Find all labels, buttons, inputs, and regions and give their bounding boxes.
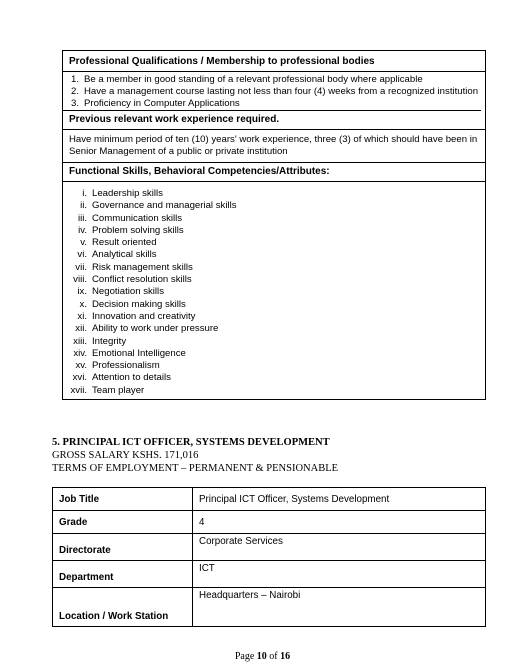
table-row — [53, 561, 486, 588]
qualifications-list — [63, 72, 485, 111]
skill-item — [63, 323, 485, 335]
skill-number: iv. — [78, 224, 87, 236]
skill-number: vi. — [77, 249, 87, 261]
list-text: Proficiency in Computer Applications — [84, 98, 240, 109]
page-total: 16 — [280, 651, 291, 662]
list-number: 2. — [70, 86, 79, 97]
skill-item — [63, 249, 485, 261]
skill-number: xvii. — [70, 384, 87, 396]
skill-number: xii. — [75, 323, 87, 335]
skill-text: Team player — [92, 384, 145, 396]
skill-text: Professionalism — [92, 360, 160, 372]
table-row — [53, 488, 486, 511]
terms-of-employment: TERMS OF EMPLOYMENT – PERMANENT & PENSIONABLE — [52, 463, 339, 474]
list-number: 1. — [70, 74, 79, 85]
table-row — [53, 511, 486, 534]
skill-number: v. — [80, 237, 87, 249]
skill-item — [63, 348, 485, 360]
skill-text: Risk management skills — [92, 261, 193, 273]
skill-text: Attention to details — [92, 372, 171, 384]
skill-number: ix. — [77, 286, 87, 298]
table-row — [53, 588, 486, 627]
gross-salary: GROSS SALARY KSHS. 171,016 — [52, 450, 199, 461]
list-item — [63, 98, 481, 111]
row-label: Directorate — [53, 534, 193, 561]
skill-number: x. — [79, 298, 87, 310]
skill-number: xv. — [75, 360, 87, 372]
skill-text: Governance and managerial skills — [92, 200, 237, 212]
position-section — [52, 436, 338, 475]
list-item — [63, 74, 481, 86]
skill-text: Emotional Intelligence — [92, 347, 186, 359]
skill-item — [63, 213, 485, 225]
skill-text: Problem solving skills — [92, 224, 184, 236]
skill-number: i. — [82, 188, 87, 199]
skill-item — [63, 188, 485, 200]
skill-text: Conflict resolution skills — [92, 274, 192, 286]
row-value: 4 — [193, 511, 486, 534]
page-current: 10 — [256, 651, 267, 662]
list-text: Have a management course lasting not less than four (4) weeks from a recognized institution — [84, 86, 479, 97]
skill-text: Result oriented — [92, 237, 157, 249]
row-value: ICT — [193, 561, 486, 588]
list-text: Be a member in good standing of a relevant professional body where applicable — [84, 74, 423, 85]
skill-number: xvi. — [72, 372, 87, 384]
experience-heading: Previous relevant work experience required. — [63, 111, 485, 130]
skill-number: ii. — [80, 200, 87, 212]
job-details-table — [52, 487, 486, 627]
skill-text: Decision making skills — [92, 298, 186, 310]
page-middle: of — [266, 651, 281, 662]
skill-item — [63, 262, 485, 274]
skill-number: viii. — [73, 274, 87, 286]
experience-text: Have minimum period of ten (10) years' work experience, three (3) of which should have been in Senior Management of a public or private institution — [63, 130, 485, 163]
list-item — [63, 86, 481, 98]
row-label: Grade — [53, 511, 193, 534]
skills-list — [63, 182, 485, 399]
skill-text: Communication skills — [92, 212, 183, 224]
row-value: Principal ICT Officer, Systems Development — [193, 488, 486, 511]
skill-item — [63, 360, 485, 372]
position-title: 5. PRINCIPAL ICT OFFICER, SYSTEMS DEVELOPMENT — [52, 437, 330, 448]
row-label: Department — [53, 561, 193, 588]
skill-item — [63, 299, 485, 311]
skill-text: Integrity — [92, 335, 127, 347]
row-label: Job Title — [53, 488, 193, 511]
skill-text: Ability to work under pressure — [92, 323, 219, 335]
skill-text: Analytical skills — [92, 249, 157, 261]
page-footer — [0, 651, 525, 662]
skill-item — [63, 237, 485, 249]
list-number: 3. — [70, 98, 79, 109]
row-value: Headquarters – Nairobi — [193, 588, 486, 627]
skill-item — [63, 385, 485, 397]
row-label: Location / Work Station — [53, 588, 193, 627]
skill-number: xiv. — [73, 347, 87, 359]
page-prefix: Page — [234, 651, 257, 662]
skill-text: Innovation and creativity — [92, 310, 196, 322]
requirements-table — [62, 50, 486, 400]
skill-text: Leadership skills — [92, 188, 163, 199]
skill-item — [63, 225, 485, 237]
skills-heading: Functional Skills, Behavioral Competencies/Attributes: — [63, 163, 485, 182]
skill-item — [63, 200, 485, 212]
skill-number: vii. — [75, 261, 87, 273]
table-row — [53, 534, 486, 561]
skill-text: Negotiation skills — [92, 286, 164, 298]
skill-item — [63, 336, 485, 348]
qualifications-heading: Professional Qualifications / Membership to professional bodies — [63, 51, 485, 72]
skill-item — [63, 286, 485, 298]
skill-number: xiii. — [73, 335, 87, 347]
skill-number: iii. — [77, 212, 87, 224]
skill-number: xi. — [77, 310, 87, 322]
skill-item — [63, 372, 485, 384]
skill-item — [63, 311, 485, 323]
skill-item — [63, 274, 485, 286]
row-value: Corporate Services — [193, 534, 486, 561]
